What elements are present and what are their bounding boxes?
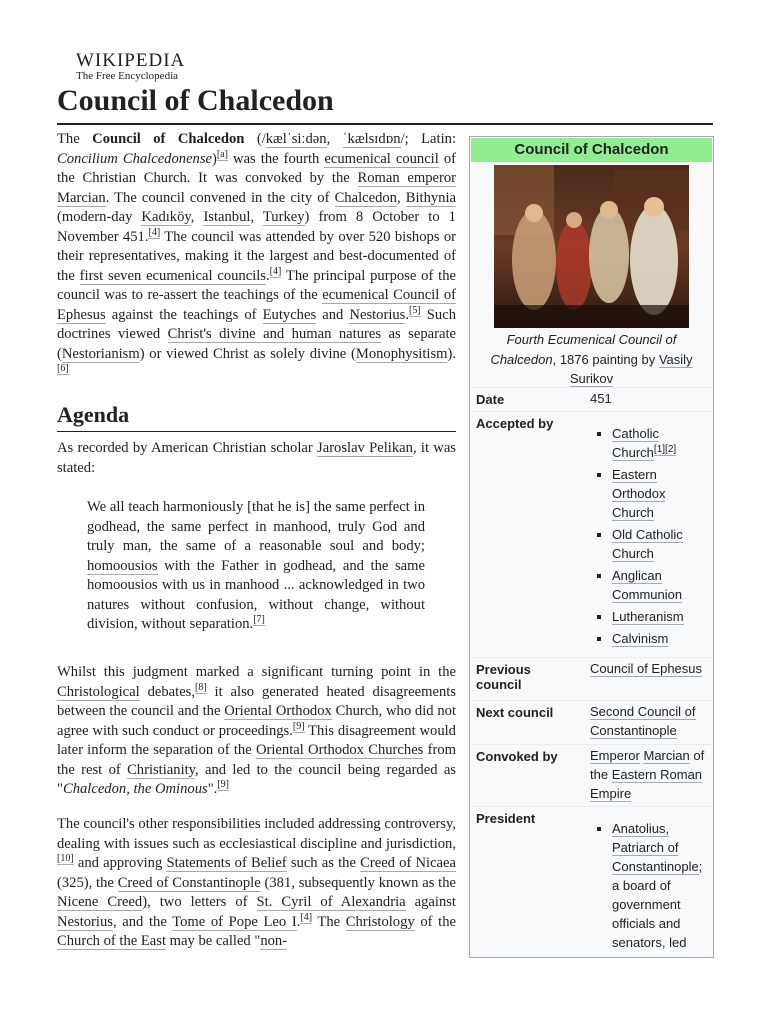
link-christ-natures[interactable]: Christ's divine and human natures bbox=[167, 326, 382, 342]
link-nestorius[interactable]: Nestorius bbox=[349, 306, 406, 323]
next-council-label: Next council bbox=[476, 705, 554, 720]
link-creed-of-constantinople[interactable]: Creed of Constantinople bbox=[117, 874, 261, 891]
ipa-link-1[interactable]: kælˈsiːdən bbox=[265, 131, 327, 147]
ref-4[interactable]: [4] bbox=[300, 911, 313, 923]
ref-10[interactable]: [10] bbox=[57, 853, 74, 865]
infobox-row-accepted-by bbox=[470, 411, 713, 646]
link-chalcedon[interactable]: Chalcedon bbox=[334, 189, 397, 206]
link-jaroslav-pelikan[interactable]: Jaroslav Pelikan bbox=[317, 440, 413, 456]
logo-tagline: The Free Encyclopedia bbox=[76, 70, 179, 82]
list-item bbox=[612, 607, 710, 626]
logo-wordmark: WIKIPEDIA bbox=[76, 50, 186, 71]
note-a[interactable]: [a] bbox=[216, 148, 228, 160]
ipa-link-2[interactable]: ˈkælsɪdɒn bbox=[342, 131, 401, 147]
previous-council-value bbox=[590, 659, 710, 678]
link-istanbul[interactable]: Istanbul bbox=[203, 209, 251, 225]
link-oriental-orthodox[interactable]: Oriental Orthodox bbox=[224, 703, 332, 719]
link-turkey[interactable]: Turkey bbox=[262, 209, 305, 225]
link-tome-of-leo[interactable]: Tome of Pope Leo I bbox=[172, 913, 297, 930]
link-eutyches[interactable]: Eutyches bbox=[262, 306, 317, 323]
link-homoousios[interactable]: homoousios bbox=[87, 557, 158, 574]
date-label: Date bbox=[476, 392, 505, 407]
list-item bbox=[612, 525, 710, 563]
link-bithynia[interactable]: Bithynia bbox=[405, 189, 457, 206]
accepted-by-label: Accepted by bbox=[476, 416, 554, 431]
list-item bbox=[612, 629, 710, 648]
link-marcian[interactable]: Marcian bbox=[57, 189, 106, 206]
title-divider bbox=[57, 123, 713, 125]
link-roman-emperor[interactable]: Roman emperor bbox=[357, 170, 456, 186]
agenda-paragraph-3: The council's other responsibilities included addressing controversy, dealing with issues such as ecclesiastical discipline and jurisdiction,[10] and approving Statements of Belief such as the Creed of Nicaea (325), the Creed of Constantinople (381, subsequently known as the Nicene Creed), two letters of St. Cyril of Alexandria against Nestorius, and the Tome of Pope Leo I.[4] The Christology of the Church of the East may be called "non- bbox=[57, 816, 457, 949]
link-anatolius[interactable]: Anatolius, Patriarch of Constantinople bbox=[612, 821, 699, 874]
infobox-row-date bbox=[470, 387, 713, 407]
infobox-row-president bbox=[470, 806, 713, 950]
link-church-of-the-east[interactable]: Church of the East bbox=[57, 933, 167, 949]
infobox-row-convoked-by bbox=[470, 744, 713, 801]
list-item bbox=[612, 465, 710, 522]
intro-paragraph: The Council of Chalcedon (/kælˈsiːdən, ˈkælsɪdɒn/; Latin: Concilium Chalcedonense)[a] was the fourth ecumenical council of the Christian Church. It was convoked by the Roman emperor Marcian. The council convened in the city of Chalcedon, Bithynia (modern-day Kadıköy, Istanbul, Turkey) from 8 October to 1 November 451.[4] The council was attended by over 520 bishops or their representatives, making it the largest and best-documented of the first seven ecumenical councils.[4] The principal purpose of the council was to re-assert the teachings of the ecumenical Council of Ephesus against the teachings of Eutyches and Nestorius.[5] Such doctrines viewed Christ's divine and human natures as separate (Nestorianism) or viewed Christ as solely divine (Monophysitism).[6] bbox=[57, 131, 457, 375]
link-st-cyril[interactable]: St. Cyril of Alexandria bbox=[256, 894, 406, 910]
link-ecumenical-council[interactable]: ecumenical council bbox=[324, 150, 439, 167]
ref-1-2[interactable]: [1][2] bbox=[653, 443, 677, 455]
infobox bbox=[469, 136, 714, 958]
link-calvinism[interactable]: Calvinism bbox=[612, 631, 669, 646]
ref-4[interactable]: [4] bbox=[148, 226, 161, 238]
ref-7[interactable]: [7] bbox=[253, 614, 265, 626]
link-non[interactable]: non- bbox=[260, 933, 288, 949]
painting-image bbox=[494, 165, 689, 328]
pelikan-quote: We all teach harmoniously [that he is] the same perfect in godhead, the same perfect in manhood, truly God and truly man, the same of a reasonable soul and body; homoousios with the Father in godhead, and the same homoousios with us in manhood ... acknowledged in two natures without confusion, without change, without division, without separation.[7] bbox=[87, 499, 425, 632]
list-item bbox=[612, 566, 710, 604]
link-christological[interactable]: Christological bbox=[57, 683, 140, 700]
ref-9[interactable]: [9] bbox=[292, 720, 305, 732]
link-first-seven-councils[interactable]: first seven ecumenical councils bbox=[79, 267, 266, 284]
page-title: Council of Chalcedon bbox=[57, 84, 334, 117]
link-anglican[interactable]: Anglican Communion bbox=[612, 568, 683, 602]
president-value bbox=[590, 819, 710, 955]
link-lutheranism[interactable]: Lutheranism bbox=[612, 609, 684, 624]
president-label: President bbox=[476, 811, 536, 826]
next-council-value bbox=[590, 702, 710, 740]
link-catholic-church[interactable]: Catholic Church bbox=[612, 426, 659, 460]
link-oriental-orthodox-churches[interactable]: Oriental Orthodox Churches bbox=[255, 742, 424, 758]
agenda-lead-paragraph: As recorded by American Christian scholar Jaroslav Pelikan, it was stated: bbox=[57, 440, 456, 476]
link-nestorianism[interactable]: Nestorianism bbox=[61, 345, 140, 362]
agenda-divider bbox=[57, 431, 456, 432]
link-second-council-constantinople[interactable]: Second Council of Constantinople bbox=[590, 704, 696, 738]
link-eastern-roman-empire[interactable]: Eastern Roman Empire bbox=[590, 767, 703, 801]
previous-council-label: Previous council bbox=[476, 662, 531, 692]
infobox-row-previous-council bbox=[470, 657, 713, 692]
agenda-heading: Agenda bbox=[57, 402, 130, 427]
link-old-catholic[interactable]: Old Catholic Church bbox=[612, 527, 683, 561]
link-council-of-ephesus[interactable]: ecumenical Council of Ephesus bbox=[57, 287, 456, 323]
painting-caption: Fourth Ecumenical Council of Chalcedon, 1876 painting by Vasily Surikov bbox=[490, 332, 693, 386]
link-eastern-orthodox[interactable]: Eastern Orthodox Church bbox=[612, 467, 666, 520]
convoked-by-value: Emperor Marcian of the Eastern Roman Empire bbox=[590, 748, 705, 801]
link-monophysitism[interactable]: Monophysitism bbox=[355, 345, 448, 362]
link-christianity[interactable]: Christianity bbox=[127, 761, 196, 778]
council-painting[interactable] bbox=[494, 165, 689, 328]
link-emperor[interactable]: Emperor bbox=[590, 748, 640, 763]
link-nicene-creed[interactable]: Nicene Creed bbox=[57, 894, 143, 910]
agenda-paragraph-2: Whilst this judgment marked a significant turning point in the Christological debates,[8] it also generated heated disagreements between the council and the Oriental Orthodox Church, who did not agree with such conduct or proceedings.[9] This disagreement would later inform the separation of the Oriental Orthodox Churches from the rest of Christianity, and led to the council being regarded as "Chalcedon, the Ominous".[9] bbox=[57, 664, 456, 797]
ref-8[interactable]: [8] bbox=[195, 681, 207, 693]
ref-6[interactable]: [6] bbox=[57, 363, 69, 375]
link-christology[interactable]: Christology bbox=[345, 913, 415, 930]
ref-9[interactable]: [9] bbox=[217, 779, 229, 791]
link-council-of-ephesus[interactable]: Council of Ephesus bbox=[590, 661, 703, 676]
list-item: ▪ Anatolius, Patriarch of Constantinople; a board of government officials and senators, led bbox=[612, 819, 710, 952]
accepted-by-list bbox=[590, 424, 710, 651]
ref-5[interactable]: [5] bbox=[409, 304, 421, 316]
date-value: 451 bbox=[590, 391, 612, 406]
ref-4[interactable]: [4] bbox=[269, 265, 282, 277]
link-statements-of-belief[interactable]: Statements of Belief bbox=[166, 855, 287, 871]
wikipedia-logo[interactable] bbox=[76, 50, 185, 82]
link-marcian[interactable]: Marcian bbox=[643, 748, 690, 763]
convoked-by-label: Convoked by bbox=[476, 749, 558, 764]
link-kadikoy[interactable]: Kadıköy bbox=[141, 209, 191, 225]
link-nestorius[interactable]: Nestorius bbox=[57, 913, 113, 930]
list-item bbox=[612, 424, 710, 462]
link-creed-of-nicaea[interactable]: Creed of Nicaea bbox=[360, 855, 456, 871]
infobox-title: Council of Chalcedon bbox=[471, 138, 712, 162]
infobox-row-next-council bbox=[470, 700, 713, 738]
link-vasily-surikov[interactable]: Vasily Surikov bbox=[569, 351, 693, 386]
